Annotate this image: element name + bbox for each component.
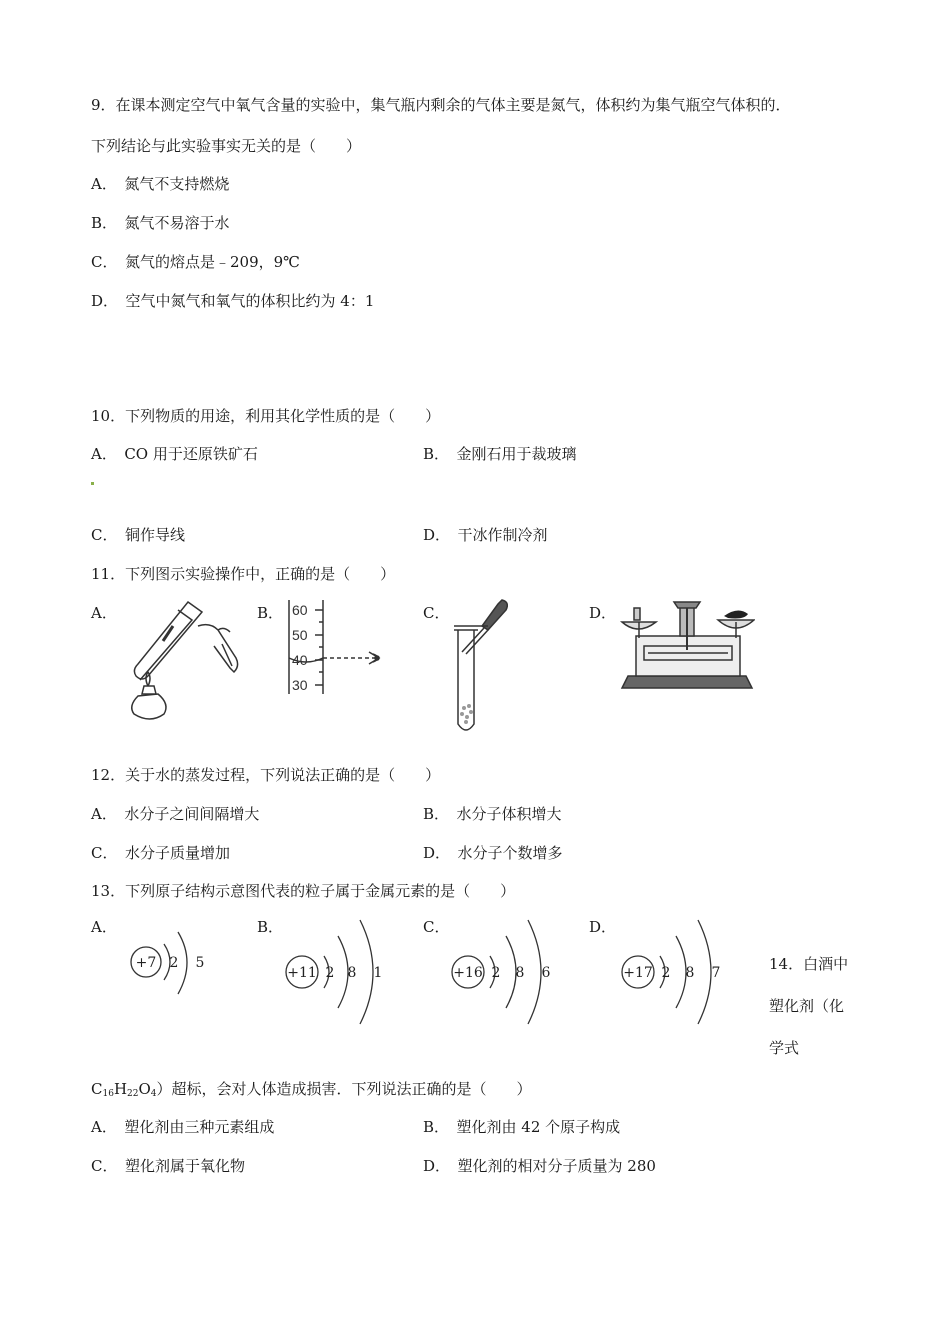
q14-stem-rest: ）超标，会对人体造成损害．下列说法正确的是（ ） (156, 1080, 532, 1098)
q12-option-a: A． 水分子之间间隔增大 (91, 805, 260, 823)
q10-option-c: C． 铜作导线 (91, 526, 185, 544)
formula-c-sub: 16 (102, 1089, 114, 1099)
q12-stem: 12．关于水的蒸发过程，下列说法正确的是（ ） (91, 766, 441, 784)
dropper-test-tube-figure (448, 596, 518, 738)
formula-h-sub: 22 (127, 1089, 139, 1099)
atom-d-shell-1: 2 (661, 965, 671, 981)
atom-a-shell-1: 2 (169, 955, 179, 971)
q9-option-c: C． 氮气的熔点是﹣209，9℃ (91, 253, 300, 271)
atom-c-nucleus: +16 (453, 965, 483, 981)
q11-label-d: D． (589, 604, 617, 622)
atom-c-shell-1: 2 (491, 965, 501, 981)
q13-label-c: C． (423, 918, 450, 936)
q9-option-d: D． 空气中氮气和氧气的体积比约为 4：1 (91, 292, 375, 310)
q14-stem-side-2: 塑化剂（化 (769, 997, 845, 1015)
atom-b-nucleus: +11 (287, 965, 317, 981)
atom-diagram-d (618, 916, 728, 1026)
formula-h: H (113, 1080, 128, 1098)
atom-b-shell-1: 2 (325, 965, 335, 981)
atom-c-shell-2: 8 (515, 965, 525, 981)
atom-a-nucleus: +7 (135, 955, 157, 971)
q14-option-c: C． 塑化剂属于氧化物 (91, 1157, 245, 1175)
balance-figure (620, 596, 755, 692)
q14-option-d: D． 塑化剂的相对分子质量为 280 (423, 1157, 656, 1175)
atom-d-shell-3: 7 (711, 965, 721, 981)
atom-a-shell-2: 5 (195, 955, 205, 971)
q9-option-b: B． 氮气不易溶于水 (91, 214, 230, 232)
q13-label-d: D． (589, 918, 617, 936)
q9-stem-line2: 下列结论与此实验事实无关的是（ ） (91, 137, 362, 155)
q9-stem-line1: 9．在课本测定空气中氧气含量的实验中，集气瓶内剩余的气体主要是氮气，体积约为集气瓶空气体积的． (91, 96, 791, 114)
q14-stem-side-1: 14．白酒中 (769, 955, 849, 973)
test-tube-heating-figure (118, 596, 248, 726)
graduated-cylinder-figure (283, 596, 393, 696)
q11-label-a: A． (91, 604, 117, 622)
atom-c-shell-3: 6 (541, 965, 551, 981)
atom-b-shell-3: 1 (373, 965, 383, 981)
atom-d-nucleus: +17 (623, 965, 653, 981)
q13-label-b: B． (257, 918, 284, 936)
q10-stem: 10．下列物质的用途，利用其化学性质的是（ ） (91, 407, 441, 425)
tick-40: 40 (292, 652, 308, 668)
stray-mark (91, 482, 94, 485)
atom-b-shell-2: 8 (347, 965, 357, 981)
atom-diagram-a (124, 928, 224, 1008)
q12-option-b: B． 水分子体积增大 (423, 805, 562, 823)
q9-option-a: A． 氮气不支持燃烧 (91, 175, 230, 193)
q10-option-a: A． CO 用于还原铁矿石 (91, 445, 258, 463)
formula-o-sub: 4 (150, 1089, 157, 1099)
atom-diagram-b (282, 916, 392, 1026)
q11-label-c: C． (423, 604, 450, 622)
q13-label-a: A． (91, 918, 117, 936)
q12-option-d: D． 水分子个数增多 (423, 844, 563, 862)
q12-option-c: C． 水分子质量增加 (91, 844, 230, 862)
q10-option-d: D． 干冰作制冷剂 (423, 526, 548, 544)
q13-stem: 13．下列原子结构示意图代表的粒子属于金属元素的是（ ） (91, 882, 516, 900)
tick-60: 60 (292, 602, 308, 618)
q14-stem-side-3: 学式 (769, 1039, 800, 1057)
q14-option-b: B． 塑化剂由 42 个原子构成 (423, 1118, 621, 1136)
q14-stem (91, 1080, 532, 1103)
q11-stem: 11．下列图示实验操作中，正确的是（ ） (91, 565, 396, 583)
tick-30: 30 (292, 677, 308, 693)
formula-c: C (91, 1080, 103, 1098)
formula-o: O (138, 1080, 151, 1098)
tick-50: 50 (292, 627, 308, 643)
atom-diagram-c (448, 916, 558, 1026)
q10-option-b: B． 金刚石用于裁玻璃 (423, 445, 577, 463)
q14-option-a: A． 塑化剂由三种元素组成 (91, 1118, 275, 1136)
q11-label-b: B． (257, 604, 284, 622)
atom-d-shell-2: 8 (685, 965, 695, 981)
